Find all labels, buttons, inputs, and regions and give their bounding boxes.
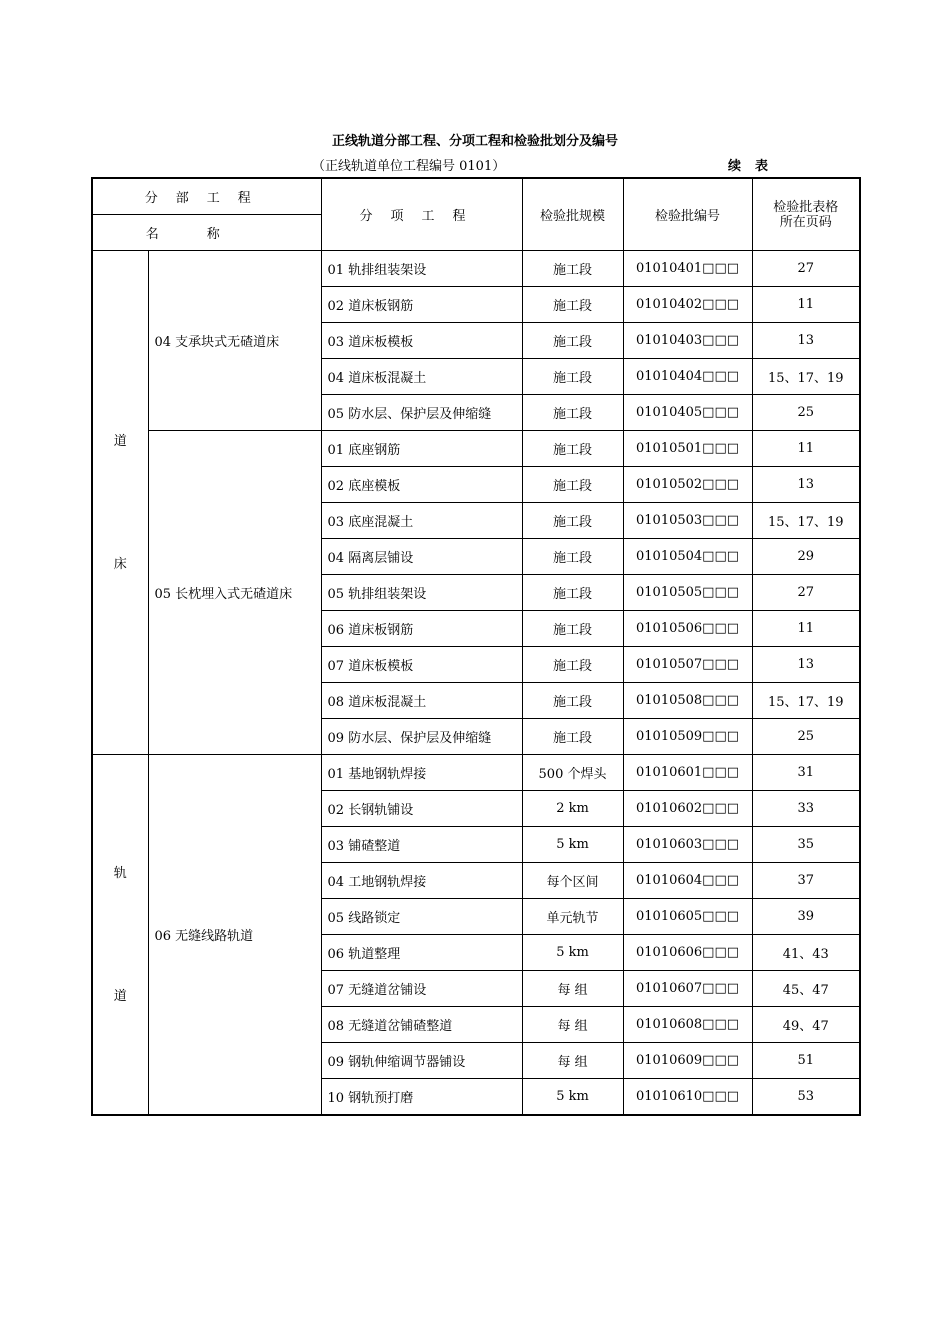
fenbu-group-cell xyxy=(92,755,148,1116)
item-code: 01010602□□□ xyxy=(623,791,752,827)
item-page: 25 xyxy=(752,395,860,431)
item-scale: 每 组 xyxy=(522,1043,623,1079)
header-fenbu-gongcheng: 分部工程 xyxy=(92,178,321,215)
item-name: 04 工地钢轨焊接 xyxy=(321,863,522,899)
item-code: 01010505□□□ xyxy=(623,575,752,611)
item-name: 04 隔离层铺设 xyxy=(321,539,522,575)
item-name: 05 轨排组装架设 xyxy=(321,575,522,611)
table-row xyxy=(92,251,860,287)
item-scale: 5 km xyxy=(522,827,623,863)
item-page: 11 xyxy=(752,431,860,467)
item-page: 45、47 xyxy=(752,971,860,1007)
item-code: 01010506□□□ xyxy=(623,611,752,647)
item-page: 11 xyxy=(752,287,860,323)
subgroup-name: 04 支承块式无碴道床 xyxy=(148,251,321,431)
fenbu-group-char: 床 xyxy=(113,556,127,572)
item-scale: 500 个焊头 xyxy=(522,755,623,791)
item-name: 02 底座模板 xyxy=(321,467,522,503)
fenbu-group-cell xyxy=(92,251,148,755)
item-code: 01010507□□□ xyxy=(623,647,752,683)
header-code: 检验批编号 xyxy=(623,178,752,251)
item-page: 13 xyxy=(752,323,860,359)
header-page-line1: 检验批表格 xyxy=(773,199,839,215)
item-name: 06 轨道整理 xyxy=(321,935,522,971)
item-page: 13 xyxy=(752,467,860,503)
item-code: 01010605□□□ xyxy=(623,899,752,935)
item-code: 01010608□□□ xyxy=(623,1007,752,1043)
item-name: 05 防水层、保护层及伸缩缝 xyxy=(321,395,522,431)
item-name: 03 道床板模板 xyxy=(321,323,522,359)
item-code: 01010504□□□ xyxy=(623,539,752,575)
item-scale: 施工段 xyxy=(522,251,623,287)
table-row xyxy=(92,755,860,791)
item-code: 01010508□□□ xyxy=(623,683,752,719)
item-code: 01010509□□□ xyxy=(623,719,752,755)
item-page: 41、43 xyxy=(752,935,860,971)
item-scale: 2 km xyxy=(522,791,623,827)
item-name: 05 线路锁定 xyxy=(321,899,522,935)
item-name: 09 钢轨伸缩调节器铺设 xyxy=(321,1043,522,1079)
item-page: 13 xyxy=(752,647,860,683)
fenbu-group-char: 道 xyxy=(113,433,127,449)
header-page-line2: 所在页码 xyxy=(779,214,832,230)
item-scale: 5 km xyxy=(522,935,623,971)
item-scale: 单元轨节 xyxy=(522,899,623,935)
item-name: 04 道床板混凝土 xyxy=(321,359,522,395)
item-name: 06 道床板钢筋 xyxy=(321,611,522,647)
item-page: 11 xyxy=(752,611,860,647)
item-scale: 施工段 xyxy=(522,647,623,683)
item-page: 29 xyxy=(752,539,860,575)
item-scale: 施工段 xyxy=(522,359,623,395)
subgroup-name: 05 长枕埋入式无碴道床 xyxy=(148,431,321,755)
item-page: 33 xyxy=(752,791,860,827)
item-name: 10 钢轨预打磨 xyxy=(321,1079,522,1116)
item-scale: 施工段 xyxy=(522,611,623,647)
item-scale: 每 组 xyxy=(522,1007,623,1043)
table-row xyxy=(92,431,860,467)
inspection-table xyxy=(91,177,861,1116)
item-scale: 5 km xyxy=(522,1079,623,1116)
item-code: 01010404□□□ xyxy=(623,359,752,395)
item-name: 08 无缝道岔铺碴整道 xyxy=(321,1007,522,1043)
item-scale: 施工段 xyxy=(522,539,623,575)
item-name: 08 道床板混凝土 xyxy=(321,683,522,719)
item-code: 01010403□□□ xyxy=(623,323,752,359)
item-code: 01010405□□□ xyxy=(623,395,752,431)
item-name: 09 防水层、保护层及伸缩缝 xyxy=(321,719,522,755)
item-page: 15、17、19 xyxy=(752,683,860,719)
item-code: 01010609□□□ xyxy=(623,1043,752,1079)
item-page: 53 xyxy=(752,1079,860,1116)
item-code: 01010402□□□ xyxy=(623,287,752,323)
item-page: 15、17、19 xyxy=(752,359,860,395)
item-name: 01 轨排组装架设 xyxy=(321,251,522,287)
item-name: 02 长钢轨铺设 xyxy=(321,791,522,827)
fenbu-group-char: 道 xyxy=(113,988,127,1004)
item-scale: 施工段 xyxy=(522,467,623,503)
header-scale: 检验批规模 xyxy=(522,178,623,251)
item-page: 37 xyxy=(752,863,860,899)
document-title: 正线轨道分部工程、分项工程和检验批划分及编号 xyxy=(331,134,618,149)
continued-label: 续表 xyxy=(728,159,783,174)
item-code: 01010604□□□ xyxy=(623,863,752,899)
item-page: 25 xyxy=(752,719,860,755)
item-code: 01010503□□□ xyxy=(623,503,752,539)
header-page xyxy=(752,178,860,251)
item-code: 01010501□□□ xyxy=(623,431,752,467)
item-code: 01010606□□□ xyxy=(623,935,752,971)
item-code: 01010502□□□ xyxy=(623,467,752,503)
item-name: 07 道床板模板 xyxy=(321,647,522,683)
item-name: 03 铺碴整道 xyxy=(321,827,522,863)
header-fenxiang-gongcheng: 分项工程 xyxy=(321,178,522,251)
item-name: 01 基地钢轨焊接 xyxy=(321,755,522,791)
item-page: 27 xyxy=(752,575,860,611)
item-code: 01010610□□□ xyxy=(623,1079,752,1116)
item-code: 01010401□□□ xyxy=(623,251,752,287)
item-page: 15、17、19 xyxy=(752,503,860,539)
item-code: 01010603□□□ xyxy=(623,827,752,863)
item-scale: 施工段 xyxy=(522,503,623,539)
item-scale: 施工段 xyxy=(522,287,623,323)
item-page: 35 xyxy=(752,827,860,863)
item-code: 01010601□□□ xyxy=(623,755,752,791)
item-scale: 施工段 xyxy=(522,431,623,467)
item-scale: 施工段 xyxy=(522,683,623,719)
item-scale: 每个区间 xyxy=(522,863,623,899)
item-scale: 施工段 xyxy=(522,323,623,359)
item-page: 31 xyxy=(752,755,860,791)
header-mingcheng: 名称 xyxy=(92,215,321,251)
item-page: 27 xyxy=(752,251,860,287)
item-page: 39 xyxy=(752,899,860,935)
item-page: 49、47 xyxy=(752,1007,860,1043)
item-page: 51 xyxy=(752,1043,860,1079)
item-scale: 施工段 xyxy=(522,575,623,611)
fenbu-group-char: 轨 xyxy=(113,865,127,881)
item-scale: 施工段 xyxy=(522,719,623,755)
item-name: 02 道床板钢筋 xyxy=(321,287,522,323)
item-name: 03 底座混凝土 xyxy=(321,503,522,539)
item-name: 01 底座钢筋 xyxy=(321,431,522,467)
item-code: 01010607□□□ xyxy=(623,971,752,1007)
document-subtitle: （正线轨道单位工程编号 0101） xyxy=(312,159,506,174)
subgroup-name: 06 无缝线路轨道 xyxy=(148,755,321,1116)
item-scale: 每 组 xyxy=(522,971,623,1007)
item-name: 07 无缝道岔铺设 xyxy=(321,971,522,1007)
item-scale: 施工段 xyxy=(522,395,623,431)
